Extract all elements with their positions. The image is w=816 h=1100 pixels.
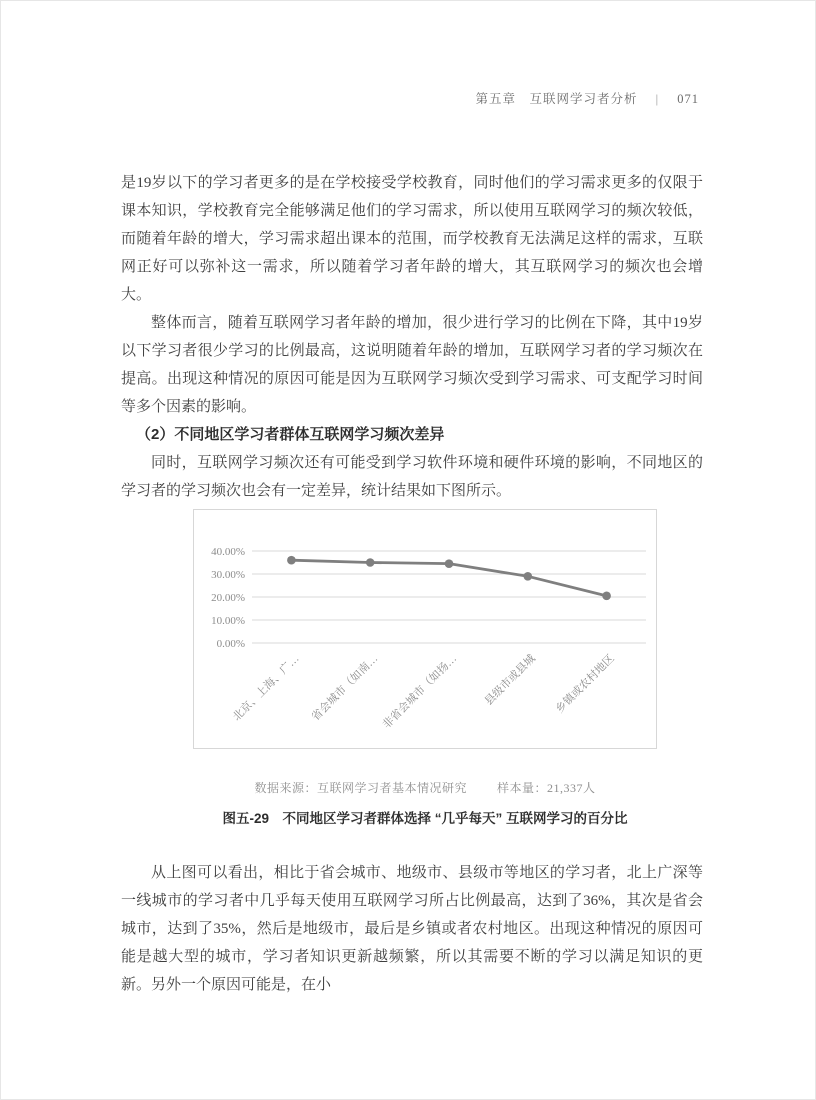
subsection-heading: （2）不同地区学习者群体互联网学习频次差异 xyxy=(136,426,445,443)
data-source-note xyxy=(193,779,657,796)
source-text: 数据来源：互联网学习者基本情况研究 xyxy=(254,781,467,795)
line-chart xyxy=(193,509,657,749)
svg-text:10.00%: 10.00% xyxy=(211,614,245,627)
svg-text:省会城市（如南…: 省会城市（如南… xyxy=(309,652,381,724)
svg-text:20.00%: 20.00% xyxy=(211,591,245,604)
body-text xyxy=(121,169,703,505)
svg-text:乡镇或农村地区: 乡镇或农村地区 xyxy=(553,652,617,716)
sample-size-text: 样本量：21,337人 xyxy=(497,781,596,795)
figure-5-29 xyxy=(193,509,657,827)
svg-text:40.00%: 40.00% xyxy=(211,545,245,558)
svg-text:0.00%: 0.00% xyxy=(216,637,245,650)
page-number: 071 xyxy=(677,92,699,106)
header-separator: | xyxy=(655,92,660,106)
page-header xyxy=(475,89,699,107)
chapter-title: 第五章 互联网学习者分析 xyxy=(475,92,638,106)
paragraph-4: 从上图可以看出，相比于省会城市、地级市、县级市等地区的学习者，北上广深等一线城市的学习者中几乎每天使用互联网学习所占比例最高，达到了36%，其次是省会城市，达到了35%，然后是地级市，最后是乡镇或者农村地区。出现这种情况的原因可能是越大型的城市，学习者知识更新越频繁，所以其需要不断的学习以满足知识的更新。另外一个原因可能是，在小 xyxy=(121,865,703,993)
svg-text:北京、上海、广…: 北京、上海、广… xyxy=(230,652,302,724)
svg-text:非省会城市（如扬…: 非省会城市（如扬… xyxy=(380,652,460,732)
paragraph-2: 整体而言，随着互联网学习者年龄的增加，很少进行学习的比例在下降，其中19岁以下学习者很少学习的比例最高，这说明随着年龄的增加，互联网学习者的学习频次在提高。出现这种情况的原因可能是因为互联网学习频次受到学习需求、可支配学习时间等多个因素的影响。 xyxy=(121,315,703,415)
figure-caption: 图五-29 不同地区学习者群体选择 “几乎每天” 互联网学习的百分比 xyxy=(222,811,628,826)
svg-text:30.00%: 30.00% xyxy=(211,568,245,581)
paragraph-1: 是19岁以下的学习者更多的是在学校接受学校教育，同时他们的学习需求更多的仅限于课本知识，学校教育完全能够满足他们的学习需求，所以使用互联网学习的频次较低，而随着年龄的增大，学习需求超出课本的范围，而学校教育无法满足这样的需求，互联网正好可以弥补这一需求，所以随着学习者年龄的增大，其互联网学习的频次也会增大。 xyxy=(121,175,703,303)
paragraph-3: 同时，互联网学习频次还有可能受到学习软件环境和硬件环境的影响，不同地区的学习者的学习频次也会有一定差异，统计结果如下图所示。 xyxy=(121,455,703,499)
svg-text:县级市或县城: 县级市或县城 xyxy=(482,652,538,708)
line-chart-svg xyxy=(194,510,656,748)
